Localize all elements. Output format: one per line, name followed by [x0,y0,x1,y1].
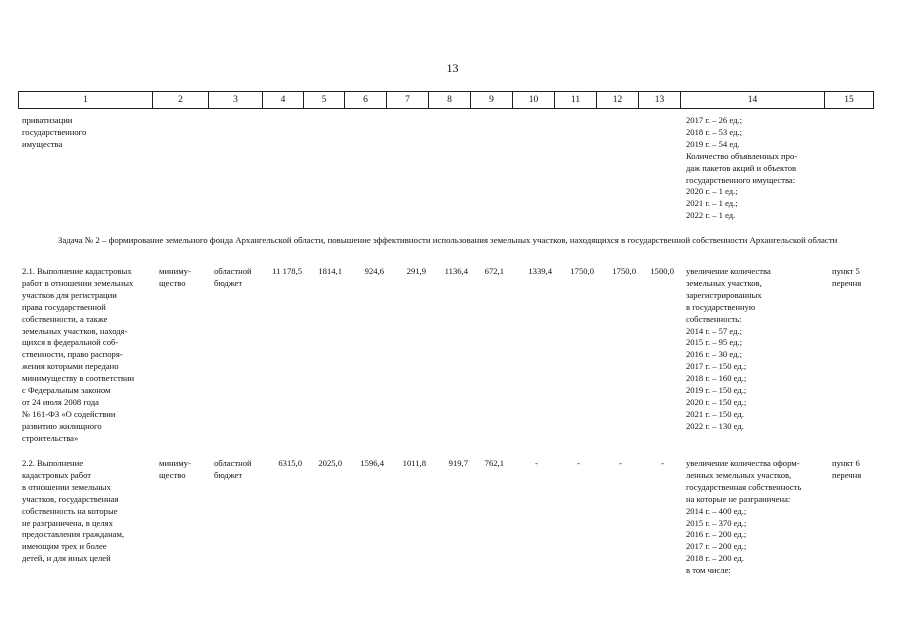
column-number: 13 [639,92,681,109]
row0-indicators: 2017 г. – 26 ед.; 2018 г. – 53 ед.; 2019 г. – 54 ед. Количество объявленных про- даж пакетов акций и объектов государственного имущества: 2020 г. – 1 ед.; 2021 г. – 1 ед.; 2022 г. – 1 ед. [686,115,798,221]
row21-total: 11 178,5 [272,266,302,276]
row21-funding-source: областной бюджет [214,266,252,288]
row22-year-2017: 919,7 [448,458,468,468]
column-number: 6 [345,92,387,109]
column-number: 11 [555,92,597,109]
row22-year-2016: 1011,8 [402,458,426,468]
row21-year-2017: 1136,4 [444,266,468,276]
column-number: 2 [153,92,209,109]
column-number: 8 [429,92,471,109]
row21-year-2021: 1750,0 [612,266,636,276]
row21-executor: миниму- щество [159,266,191,288]
column-number: 15 [825,92,874,109]
row21-year-2019: 1339,4 [528,266,552,276]
row22-year-2020: - [577,458,580,468]
row21-reference: пункт 5 перечня [832,266,862,288]
column-number: 7 [387,92,429,109]
row21-indicators: увеличение количества земельных участков, зарегистрированных в государственную собственность: 2014 г. – 57 ед.; 2015 г. – 95 ед.; 2016 г. – 30 ед.; 2017 г. – 150 ед.; 2018 г. – 160 ед.; 2019 г. – 150 ед.; 2020 г. – 150 ед.; 2021 г. – 150 ед. 2022 г. – 130 ед. [686,266,771,431]
row22-executor: миниму- щество [159,458,191,480]
row21-year-2014: 1814,1 [318,266,342,276]
row21-year-2018: 672,1 [484,266,504,276]
page-number: 13 [446,61,459,75]
row22-funding-source: областной бюджет [214,458,252,480]
row22-year-2022: - [661,458,664,468]
row21-year-2020: 1750,0 [570,266,594,276]
column-number: 5 [304,92,345,109]
column-number: 14 [681,92,825,109]
task-2-heading: Задача № 2 – формирование земельного фонда Архангельской области, повышение эффективности использования земельных участков, находящихся в государственной собственности Архангельской области [58,235,838,245]
column-number: 10 [513,92,555,109]
row22-year-2018: 762,1 [484,458,504,468]
row22-year-2014: 2025,0 [318,458,342,468]
row21-year-2015: 924,6 [364,266,384,276]
row22-measure-name: 2.2. Выполнение кадастровых работ в отношении земельных участков, государственная собственность на которые не разграничена, в целях предоставления гражданам, имеющим трех и более детей, и для иных целей [22,458,125,564]
row22-year-2019: - [535,458,538,468]
row22-total: 6315,0 [278,458,302,468]
row22-year-2021: - [619,458,622,468]
row0-measure-name: приватизации государственного имущества [22,115,87,149]
row22-indicators: увеличение количества оформ- ленных земельных участков, государственная собственность на которые не разграничена: 2014 г. – 400 ед.; 2015 г. – 370 ед.; 2016 г. – 200 ед.; 2017 г. – 200 ед.; 2018 г. – 200 ед. в том числе: [686,458,802,576]
column-number: 4 [263,92,304,109]
column-number: 1 [19,92,153,109]
row22-reference: пункт 6 перечня [832,458,862,480]
row22-year-2015: 1596,4 [360,458,384,468]
column-number: 3 [209,92,263,109]
row21-measure-name: 2.1. Выполнение кадастровых работ в отношении земельных участков для регистрации права государственной собственности, а также земельных участков, находя- щихся в федеральной соб- ственности, право распоря- жения которыми передано минимуществу в соответствии с Федеральным законом от 24 июля 2008 года № 161-ФЗ «О содействии развитию жилищного строительства» [22,266,135,443]
column-number-header [18,91,874,109]
row21-year-2022: 1500,0 [650,266,674,276]
row21-year-2016: 291,9 [406,266,426,276]
column-number: 9 [471,92,513,109]
column-number: 12 [597,92,639,109]
